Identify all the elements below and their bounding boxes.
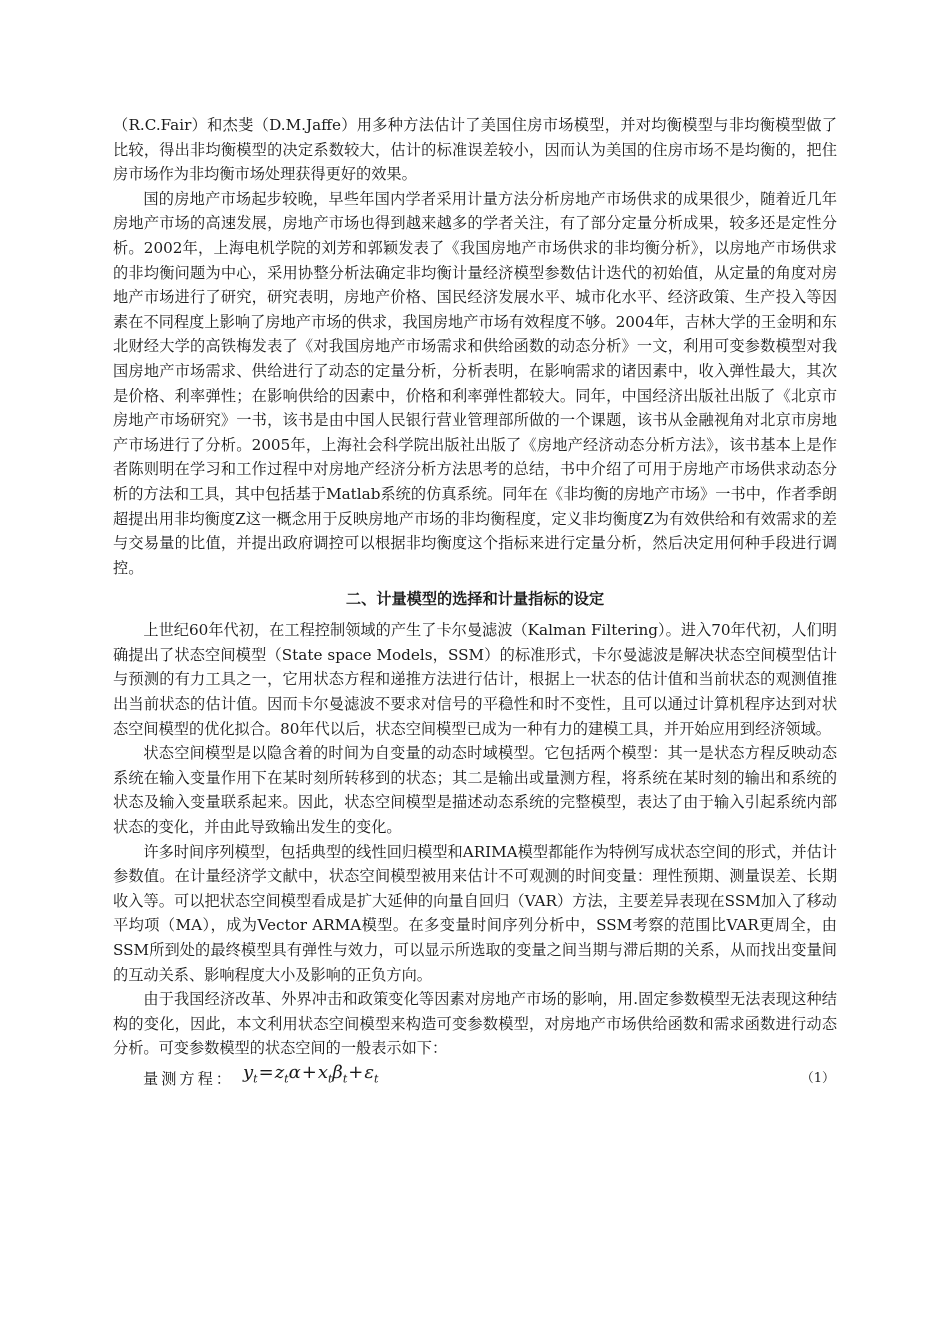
formula-expression: $y_t=z_t\alpha+x_t\beta_t+\varepsilon_t$ [243,1061,379,1086]
formula-label: 量测方程： [143,1069,234,1088]
paragraph-kalman-filter: 上世纪60年代初，在工程控制领域的产生了卡尔曼滤波（Kalman Filtering）。进入70年代初，人们明确提出了状态空间模型（State space Models，SSM）的标准形式，卡尔曼滤波是解决状态空间模型估计与预测的有力工具之一，它用状态方程和递推方法进行估计，根据上一状态的估计值和当前状态的观测值推出当前状态的估计值。因而卡尔曼滤波不要求对信号的平稳性和时不变性，且可以通过计算机程序达到对状态空间模型的优化拟合。80年代以后，状态空间模型已成为一种有力的建模工具，并开始应用到经济领域。 [113,621,837,738]
paragraph-variable-parameter: 由于我国经济改革、外界冲击和政策变化等因素对房地产市场的影响，用.固定参数模型无法表现这种结构的变化，因此，本文利用状态空间模型来构造可变参数模型，对房地产市场供给函数和需求函数进行动态分析。可变参数模型的状态空间的一般表示如下： [113,990,837,1058]
paragraph-time-series-models: 许多时间序列模型，包括典型的线性回归模型和ARIMA模型都能作为特例写成状态空间的形式，并估计参数值。在计量经济学文献中，状态空间模型被用来估计不可观测的时间变量：理性预期、测量误差、长期收入等。可以把状态空间模型看成是扩大延伸的向量自回归（VAR）方法，主要差异表现在SSM加入了移动平均项（MA），成为Vector ARMA模型。在多变量时间序列分析中，SSM考察的范围比VAR更周全，由SSM所到处的最终模型具有弹性与效力，可以显示所选取的变量之间当期与滞后期的关系，从而找出变量间的互动关系、影响程度大小及影响的正负方向。 [113,842,837,984]
equation-number: （1） [800,1070,835,1086]
paragraph-intro-continuation: （R.C.Fair）和杰斐（D.M.Jaffe）用多种方法估计了美国住房市场模型，并对均衡模型与非均衡模型做了比较，得出非均衡模型的决定系数较大，估计的标准误差较小，因而认为美国的住房市场不是均衡的，把住房市场作为非均衡市场处理获得更好的效果。 [113,116,837,184]
measurement-equation [113,1063,837,1093]
paragraph-domestic-research: 国的房地产市场起步较晚，早些年国内学者采用计量方法分析房地产市场供求的成果很少，随着近几年房地产市场的高速发展，房地产市场也得到越来越多的学者关注，有了部分定量分析成果，较多还是定性分析。2002年，上海电机学院的刘芳和郭颖发表了《我国房地产市场供求的非均衡分析》，以房地产市场供求的非均衡问题为中心，采用协整分析法确定非均衡计量经济模型参数估计迭代的初始值，从定量的角度对房地产市场进行了研究，研究表明，房地产价格、国民经济发展水平、城市化水平、经济政策、生产投入等因素在不同程度上影响了房地产市场的供求，我国房地产市场有效程度不够。2004年，吉林大学的王金明和东北财经大学的高铁梅发表了《对我国房地产市场需求和供给函数的动态分析》一文，利用可变参数模型对我国房地产市场需求、供给进行了动态的定量分析，分析表明，在影响需求的诸因素中，收入弹性最大，其次是价格、利率弹性；在影响供给的因素中，价格和利率弹性都较大。同年，中国经济出版社出版了《北京市房地产市场研究》一书，该书是由中国人民银行营业管理部所做的一个课题，该书从金融视角对北京市房地产市场进行了分析。2005年，上海社会科学院出版社出版了《房地产经济动态分析方法》，该书基本上是作者陈则明在学习和工作过程中对房地产经济分析方法思考的总结，书中介绍了可用于房地产市场供求动态分析的方法和工具，其中包括基于Matlab系统的仿真系统。同年在《非均衡的房地产市场》一书中，作者季朗超提出用非均衡度Z这一概念用于反映房地产市场的非均衡程度，定义非均衡度Z为有效供给和有效需求的差与交易量的比值，并提出政府调控可以根据非均衡度这个指标来进行定量分析，然后决定用何种手段进行调控。 [113,189,837,577]
section-heading: 二、计量模型的选择和计量指标的设定 [345,590,605,609]
paragraph-state-space-model: 状态空间模型是以隐含着的时间为自变量的动态时域模型。它包括两个模型：其一是状态方程反映动态系统在输入变量作用下在某时刻所转移到的状态；其二是输出或量测方程，将系统在某时刻的输出和系统的状态及输入变量联系起来。因此，状态空间模型是描述动态系统的完整模型，表达了由于输入引起系统内部状态的变化，并由此导致输出发生的变化。 [113,744,837,837]
document-page [113,113,837,1093]
